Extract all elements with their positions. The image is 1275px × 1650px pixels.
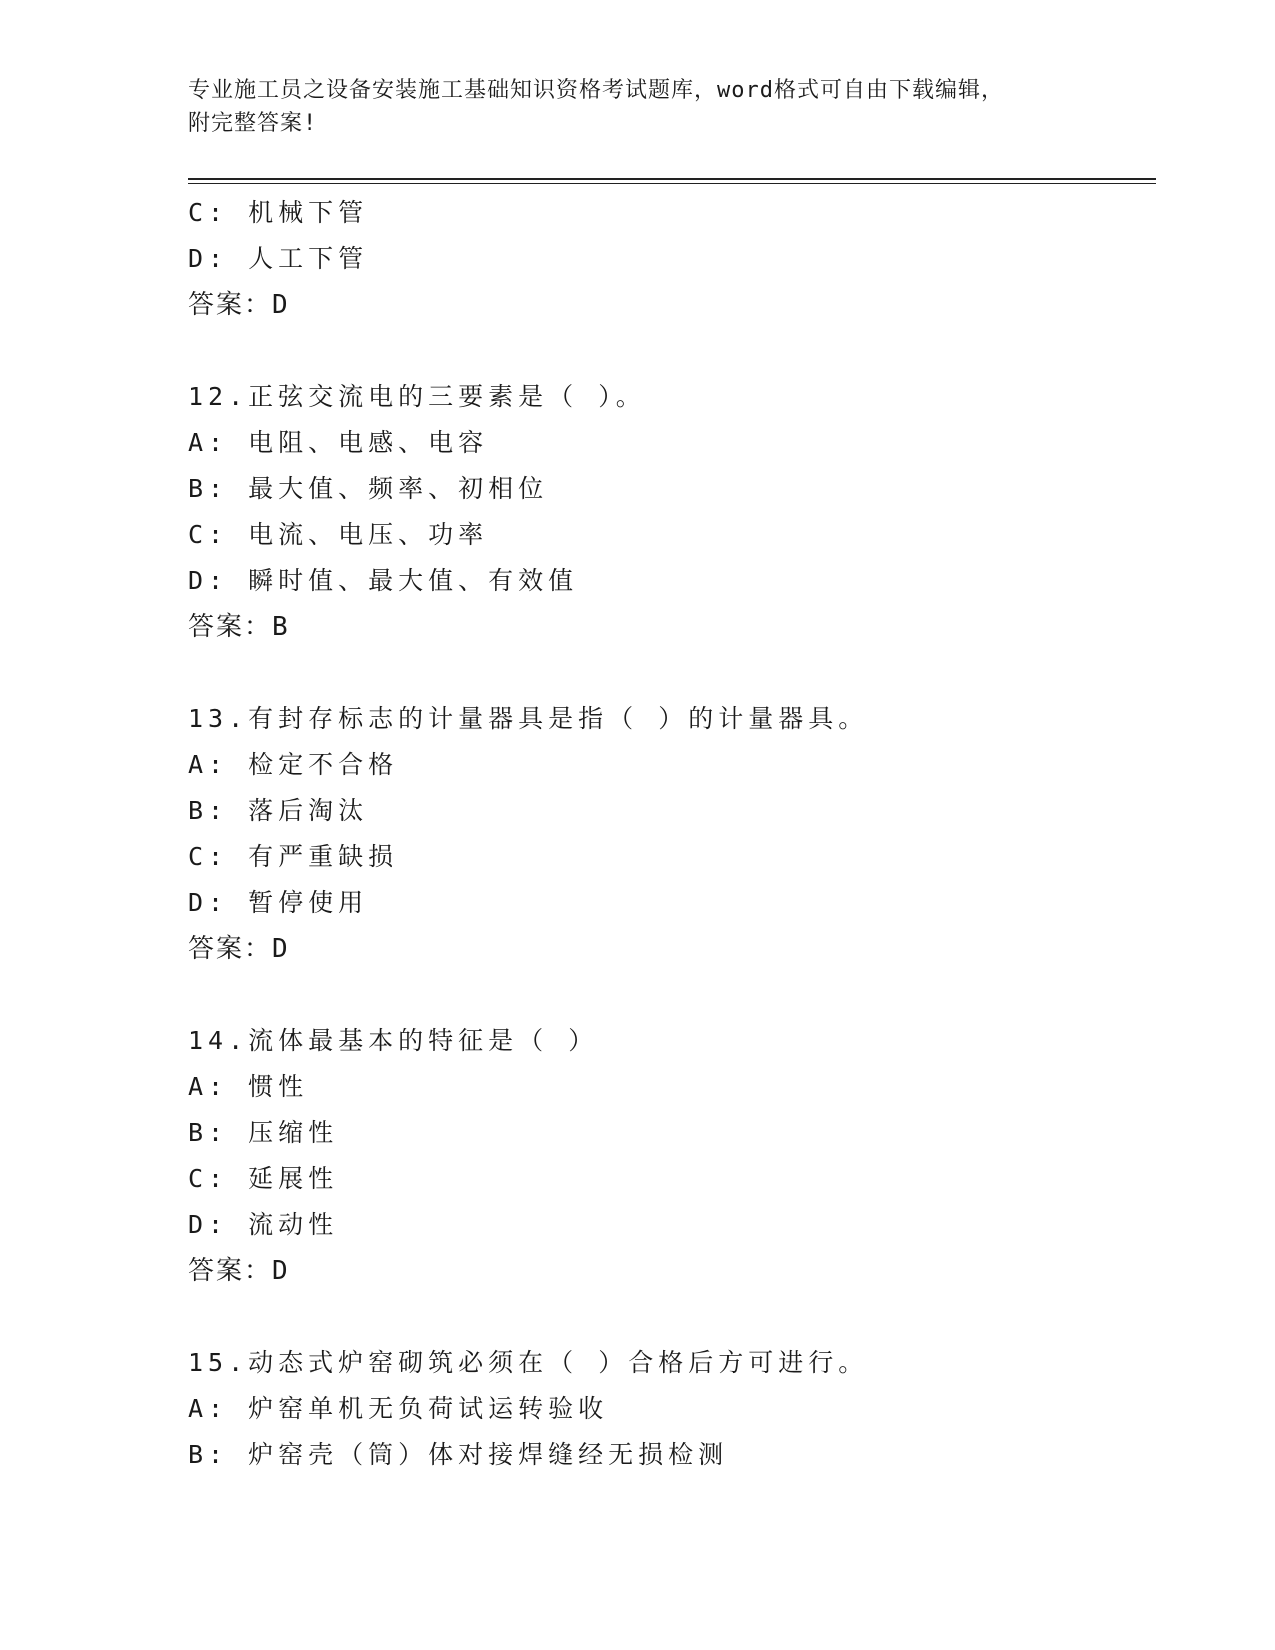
option-a: A: 惯性: [188, 1072, 309, 1101]
option-a: A: 炉窑单机无负荷试运转验收: [188, 1394, 609, 1423]
answer-line: 答案：D: [188, 290, 290, 320]
header-divider: [188, 178, 1156, 180]
option-b: B: 压缩性: [188, 1118, 339, 1147]
header-divider-thin: [188, 183, 1156, 184]
option-a: A: 检定不合格: [188, 750, 399, 779]
option-d: D: 暂停使用: [188, 888, 369, 917]
question-list: [188, 190, 1148, 1478]
option-a: A: 电阻、电感、电容: [188, 428, 489, 457]
option-b: B: 最大值、频率、初相位: [188, 474, 549, 503]
answer-line: 答案：D: [188, 934, 290, 964]
question-stem: 13.有封存标志的计量器具是指（ ）的计量器具。: [188, 704, 869, 733]
option-d: D: 流动性: [188, 1210, 339, 1239]
option-d: D: 人工下管: [188, 244, 369, 273]
answer-line: 答案：D: [188, 1256, 290, 1286]
header-line-1: 专业施工员之设备安装施工基础知识资格考试题库，word格式可自由下载编辑，: [188, 78, 1004, 103]
option-c: C: 延展性: [188, 1164, 339, 1193]
document-header: [188, 74, 1088, 140]
answer-line: 答案：B: [188, 612, 290, 642]
option-c: C: 电流、电压、功率: [188, 520, 489, 549]
question-stem: 15.动态式炉窑砌筑必须在（ ）合格后方可进行。: [188, 1348, 869, 1377]
option-d: D: 瞬时值、最大值、有效值: [188, 566, 579, 595]
header-line-2: 附完整答案!: [188, 111, 318, 136]
question-stem: 14.流体最基本的特征是（ ）: [188, 1026, 599, 1055]
question-stem: 12.正弦交流电的三要素是（ ）。: [188, 382, 646, 411]
option-c: C: 有严重缺损: [188, 842, 399, 871]
option-b: B: 落后淘汰: [188, 796, 369, 825]
option-c: C: 机械下管: [188, 198, 369, 227]
option-b: B: 炉窑壳（筒）体对接焊缝经无损检测: [188, 1440, 729, 1469]
